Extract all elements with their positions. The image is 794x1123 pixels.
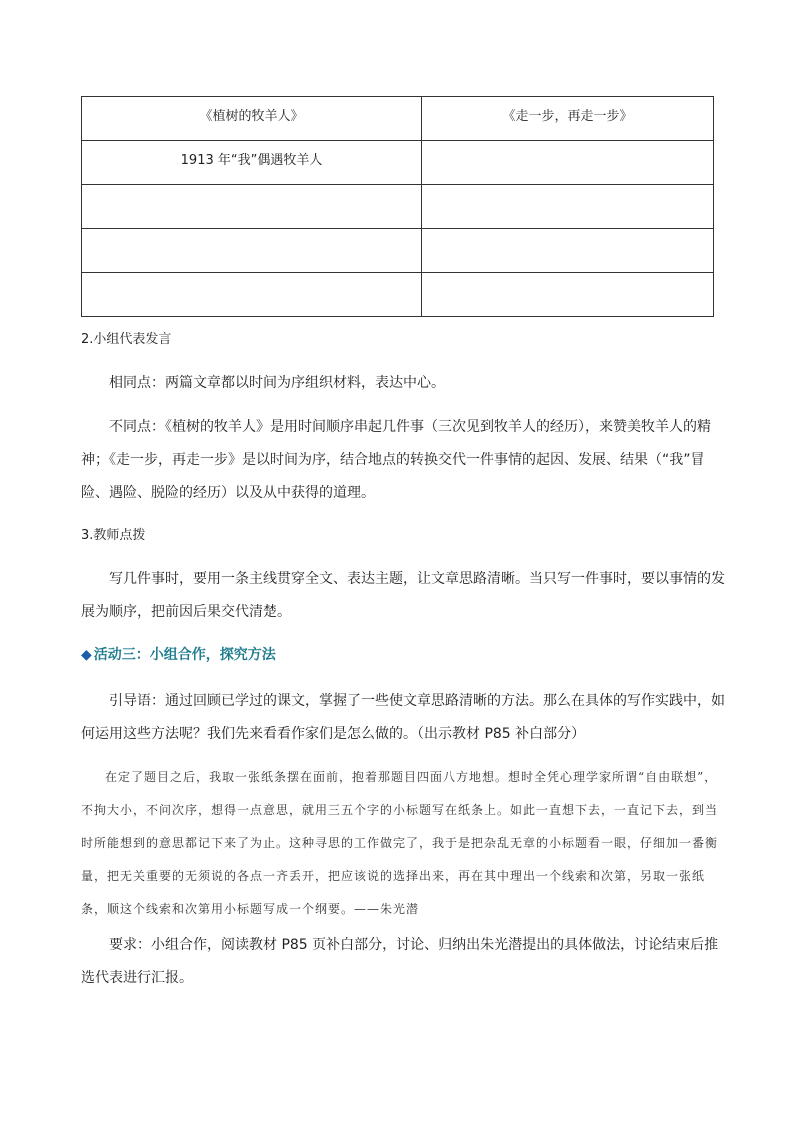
comparison-table — [81, 96, 714, 317]
table-header-cell: 《植树的牧羊人》 — [82, 97, 422, 141]
table-row — [82, 141, 714, 185]
teacher-guidance-paragraph: 写几件事时，要用一条主线贯穿全文、表达主题，让文章思路清晰。当只写一件事时，要以事情的发展为顺序，把前因后果交代清楚。 — [81, 571, 725, 620]
activity-3-title: 活动三：小组合作，探究方法 — [93, 647, 276, 663]
table-cell — [82, 185, 422, 229]
requirement-paragraph: 要求：小组合作，阅读教材 P85 页补白部分，讨论、归纳出朱光潜提出的具体做法，讨论结束后推选代表进行汇报。 — [81, 937, 719, 986]
table-row — [82, 229, 714, 273]
table-header-cell: 《走一步，再走一步》 — [422, 97, 714, 141]
section-2-title: 2.小组代表发言 — [81, 332, 172, 347]
table-cell — [82, 273, 422, 317]
table-cell — [82, 229, 422, 273]
zhu-guangqian-quote: 在定了题目之后，我取一张纸条摆在面前，抱着那题目四面八方地想。想时全凭心理学家所谓“自由联想”，不拘大小，不问次序，想得一点意思，就用三五个字的小标题写在纸条上。如此一直想下去，一直记下去，到当时所能想到的意思都记下来了为止。这种寻思的工作做完了，我于是把杂乱无章的小标题看一眼，仔细加一番衡量，把无关重要的无须说的各点一齐丢开，把应该说的选择出来，再在其中理出一个线索和次第，另取一张纸条，顺这个线索和次第用小标题写成一个纲要。——朱光潜 — [81, 770, 719, 916]
table-cell: 1913 年“我”偶遇牧羊人 — [82, 141, 422, 185]
table-row — [82, 273, 714, 317]
diamond-bullet-icon: ◆ — [81, 647, 92, 663]
table-cell — [422, 229, 714, 273]
table-cell — [422, 185, 714, 229]
activity-3-heading — [81, 639, 726, 672]
table-row — [82, 185, 714, 229]
section-3-title: 3.教师点拨 — [81, 528, 146, 543]
intro-paragraph: 引导语：通过回顾已学过的课文，掌握了一些使文章思路清晰的方法。那么在具体的写作实践中，如何运用这些方法呢？我们先来看看作家们是怎么做的。（出示教材 P85 补白部分） — [81, 693, 725, 742]
table-cell — [422, 273, 714, 317]
table-cell — [422, 141, 714, 185]
different-points-paragraph: 不同点：《植树的牧羊人》是用时间顺序串起几件事（三次见到牧羊人的经历），来赞美牧羊人的精神；《走一步，再走一步》是以时间为序，结合地点的转换交代一件事情的起因、发展、结果（“我”冒险、遇险、脱险的经历）以及从中获得的道理。 — [81, 419, 711, 501]
table-header-row — [82, 97, 714, 141]
same-points-paragraph: 相同点：两篇文章都以时间为序组织材料，表达中心。 — [109, 375, 445, 391]
